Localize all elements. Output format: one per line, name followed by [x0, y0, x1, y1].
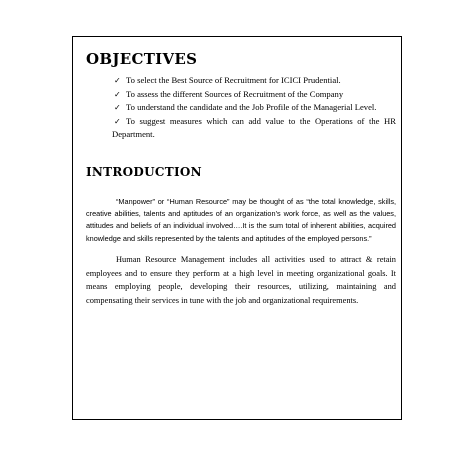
introduction-paragraph-2: Human Resource Management includes all activities used to attract & retain employees and to ensure they perform at a high level in meeting organizational goals. It means employing people, developing their resources, utilizing, maintaining and compensating their services in tune with the job and organizational requirements.	[86, 254, 396, 306]
objective-item	[86, 115, 396, 142]
objective-text: To select the Best Source of Recruitment for ICICI Prudential.	[126, 75, 341, 85]
document-content	[86, 50, 396, 308]
check-mark-icon: ✓	[114, 89, 121, 99]
check-mark-icon: ✓	[114, 116, 121, 126]
objective-item	[86, 88, 396, 102]
objectives-heading: OBJECTIVES	[86, 50, 198, 68]
check-mark-icon: ✓	[114, 103, 121, 113]
introduction-paragraph-1: “Manpower” or “Human Resource” may be thought of as “the total knowledge, skills, creative abilities, talents and aptitudes of an organization’s work force, as well as the values, attitudes and beliefs of an individual involved….It is the sum total of inherent abilities, acquired knowledge and skills represented by the talents and aptitudes of the employed persons.”	[86, 196, 396, 243]
objective-item	[86, 74, 396, 88]
objectives-list	[86, 74, 396, 142]
objective-text: To understand the candidate and the Job Profile of the Managerial Level.	[126, 102, 377, 113]
objective-text: To suggest measures which can add value to the Operations of the HR Department.	[112, 115, 396, 140]
introduction-heading: INTRODUCTION	[86, 164, 202, 179]
objective-text: To assess the different Sources of Recruitment of the Company	[126, 88, 344, 99]
check-mark-icon: ✓	[114, 76, 121, 85]
objective-item	[86, 101, 396, 115]
